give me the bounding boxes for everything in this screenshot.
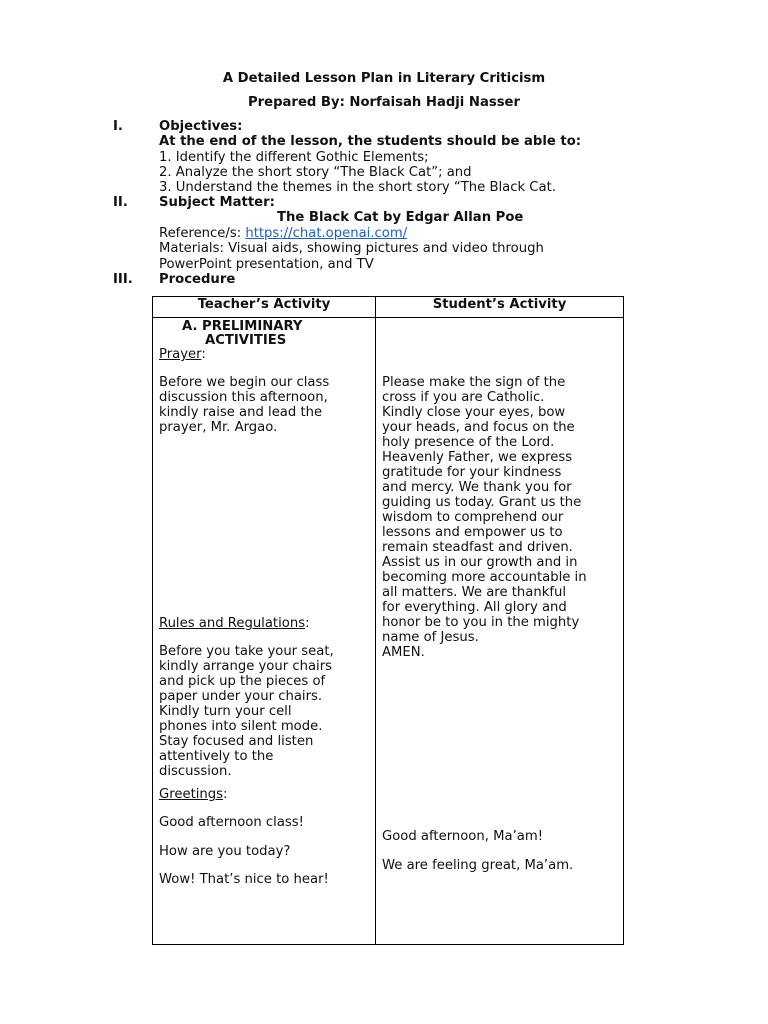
section-heading-line-2: ACTIVITIES [205, 333, 287, 348]
prayer-student-text: Please make the sign of the cross if you are Catholic. Kindly close your eyes, bow your heads, and focus on the holy presence of the Lord. Heavenly Father, we express gratitude for your kindness and mercy. We thank you for guiding us today. Grant us the wisdom to comprehend our lessons and empower us to remain steadfast and driven. Assist us in our growth and in becoming more accountable in all matters. We are thankful for everything. All glory and honor be to you in the mighty name of Jesus. AMEN. [382, 375, 587, 660]
reference-line [159, 226, 407, 241]
objectives-intro: At the end of the lesson, the students should be able to: [159, 134, 582, 149]
section-heading-line-1: A. PRELIMINARY [182, 319, 303, 334]
rules-label: Rules and Regulations: [159, 616, 310, 631]
reference-link[interactable]: https://chat.openai.com/ [245, 226, 408, 241]
student-greeting: Good afternoon, Ma’am! [382, 829, 543, 844]
teacher-greeting: Good afternoon class! [159, 815, 304, 830]
student-activity-header: Student’s Activity [376, 297, 624, 318]
activity-table [152, 296, 624, 945]
materials-line-1: Materials: Visual aids, showing pictures and video through [159, 241, 544, 256]
subject-number: II. [113, 195, 128, 210]
materials-line-2: PowerPoint presentation, and TV [159, 257, 374, 272]
teacher-column [153, 318, 376, 945]
teacher-activity-header: Teacher’s Activity [153, 297, 376, 318]
greetings-label-text: Greetings [159, 787, 224, 802]
table-header-row [153, 297, 624, 318]
subject-heading: Subject Matter: [159, 195, 275, 210]
procedure-heading: Procedure [159, 272, 236, 287]
teacher-question: How are you today? [159, 844, 291, 859]
procedure-number: III. [113, 272, 133, 287]
prayer-label-text: Prayer [159, 347, 202, 362]
table-row [153, 318, 624, 945]
student-answer: We are feeling great, Ma’am. [382, 858, 574, 873]
objectives-heading: Objectives: [159, 119, 243, 134]
student-column [376, 318, 624, 945]
reference-label: Reference/s: [159, 226, 246, 241]
objectives-number: I. [113, 119, 123, 134]
rules-teacher-text: Before you take your seat, kindly arrange your chairs and pick up the pieces of paper under your chairs. Kindly turn your cell phones into silent mode. Stay focused and listen attentively to the discussion. [159, 644, 334, 779]
prayer-teacher-text: Before we begin our class discussion this afternoon, kindly raise and lead the prayer, Mr. Argao. [159, 375, 330, 435]
teacher-response: Wow! That’s nice to hear! [159, 872, 329, 887]
objective-item: 3. Understand the themes in the short story “The Black Cat. [159, 180, 556, 195]
prepared-by: Prepared By: Norfaisah Hadji Nasser [247, 95, 521, 110]
objective-item: 1. Identify the different Gothic Elements; [159, 150, 429, 165]
greetings-label: Greetings: [159, 787, 228, 802]
document-title: A Detailed Lesson Plan in Literary Criticism [222, 71, 546, 86]
subject-title: The Black Cat by Edgar Allan Poe [277, 210, 524, 225]
rules-label-text: Rules and Regulations [159, 616, 306, 631]
prayer-label: Prayer: [159, 347, 206, 362]
objective-item: 2. Analyze the short story “The Black Cat”; and [159, 165, 472, 180]
